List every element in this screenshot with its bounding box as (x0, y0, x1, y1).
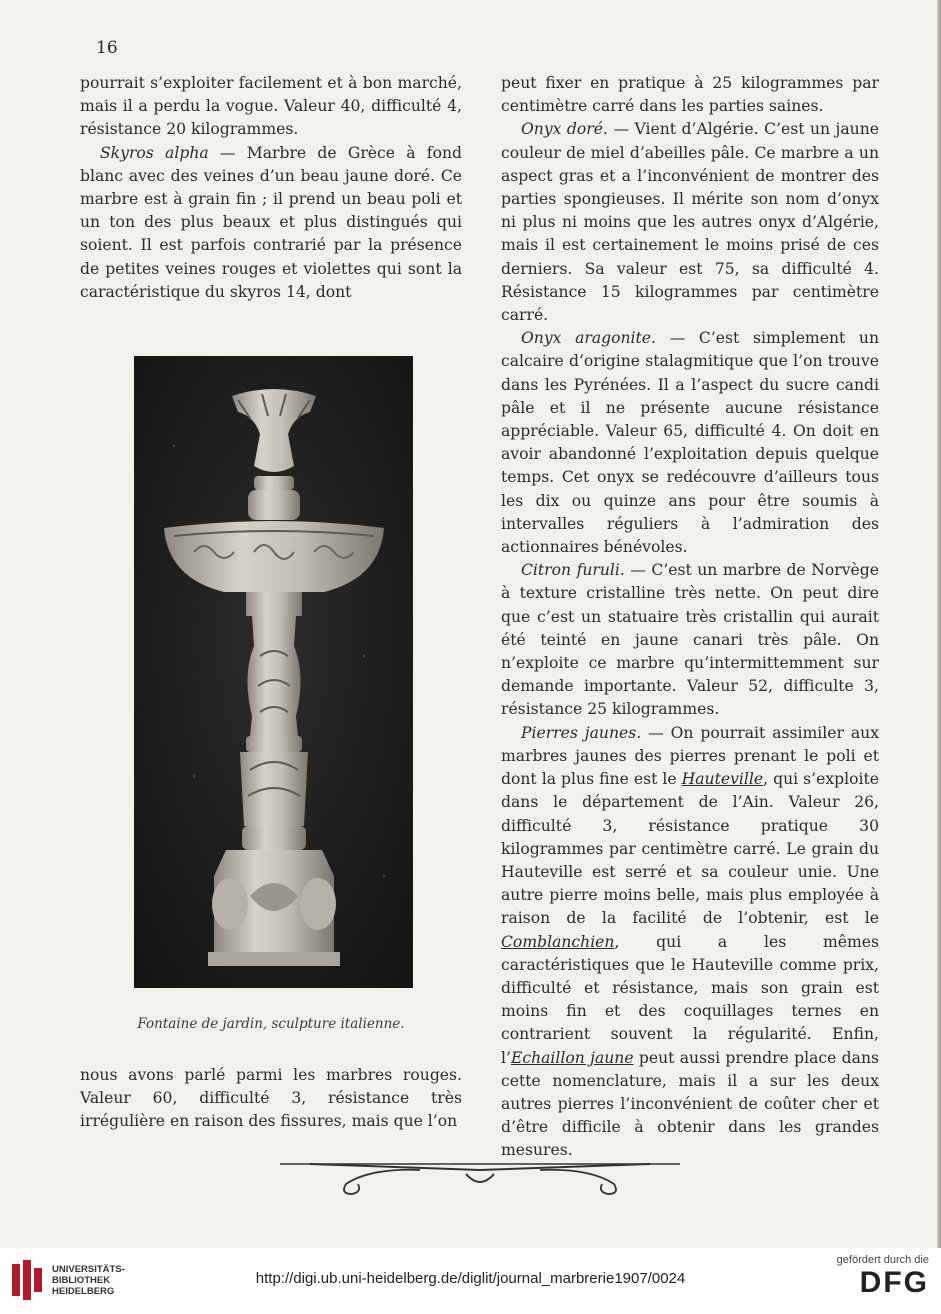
fountain-photograph (134, 356, 413, 988)
figure-caption: Fontaine de jardin, sculpture italienne. (137, 1016, 405, 1032)
paragraph-text: peut aussi prendre place dans cette nomenclature, mais il a sur les deux autres pierres l’inconvénient de coûter cher et d’être difficile à obtenir dans les grandes mesures. (501, 1048, 879, 1160)
fountain-illustration (134, 356, 413, 988)
dfg-logo: DFG (859, 1266, 929, 1299)
term-echaillon-jaune: Echaillon jaune (510, 1048, 634, 1067)
funder-label: gefördert durch die (836, 1254, 929, 1266)
paragraph-text: — On pourrait assimiler aux marbres jaunes des pierres prenant le poli et dont la plus fine est le (501, 723, 879, 789)
paragraph: nous avons parlé parmi les marbres rouges. Valeur 60, difficulté 3, résistance très irrégulière en raison des fissures, mais que l’on (80, 1066, 462, 1131)
paragraph: peut fixer en pratique à 25 kilogrammes par centimètre carré dans les parties saines. (501, 74, 879, 116)
right-column (501, 72, 879, 1163)
paragraph-text: , qui s’exploite dans le département de l’Ain. Valeur 26, difficulté 3, résistance pratique 30 kilogrammes par centimètre carré. Le grain du Hauteville est serré et sa couleur unie. Une autre pierre moins belle, mais plus employée à raison de la facilité de l’obtenir, est le (501, 770, 879, 928)
term-skyros: Skyros alpha (100, 143, 209, 162)
paragraph-citron-furuli (501, 559, 879, 721)
paragraph: pourrait s’exploiter facilement et à bon marché, mais il a perdu la vogue. Valeur 40, difficulté 4, résistance 20 kilogrammes. (80, 74, 462, 139)
term-citron-furuli: Citron furuli. (521, 561, 625, 580)
paragraph-text: — C’est simplement un calcaire d’origine stalagmitique que l’on trouve dans les Pyrénées. Il a l’aspect du sucre candi pâle et il ne présente aucune résistance appréciable. Valeur 65, difficulté 4. On doit en avoir abandonné l’exploitation depuis quelque temps. Cet onyx se redécouvre d’ailleurs tous les dix ou quinze ans pour être soumis à intervalles réguliers à l’admiration des actionnaires bénévoles. (501, 329, 879, 557)
paragraph-text: — Marbre de Grèce à fond blanc avec des veines d’un beau jaune doré. Ce marbre est à grain fin ; il prend un beau poli et un ton des plus beaux et plus distingués qui soient. Il est parfois contrarié par la présence de petites veines rouges et violettes qui sont la caractéristique du skyros 14, dont (80, 143, 462, 301)
funder-block (819, 1254, 929, 1300)
digitization-footer (0, 1248, 941, 1314)
source-url[interactable]: http://digi.ub.uni-heidelberg.de/diglit/journal_marbrerie1907/0024 (255, 1270, 686, 1287)
decorative-ornament-icon (270, 1158, 690, 1202)
left-column-bottom (80, 1064, 462, 1134)
paragraph-text: — C’est un marbre de Norvège à texture cristalline très nette. On peut dire que c’est un statuaire très cristallin qui aurait été teinté en jaune canari très pâle. On n’exploite ce marbre qu’intermittemment sur demande importante. Valeur 52, difficulte 3, résistance 25 kilogrammes. (501, 561, 879, 719)
paragraph-text: — Vient d’Algérie. C’est un jaune couleur de miel d’abeilles pâle. Ce marbre a un aspect gras et a l’inconvénient de montrer des parties spongieuses. Il mérite son nom d’onyx ni plus ni moins que les autres onyx d’Algérie, mais il est certainement le moins prisé de ces derniers. Sa valeur est 75, sa difficulté 4. Résistance 15 kilogrammes par centimètre carré. (501, 120, 879, 325)
library-name: UNIVERSITÄTS- BIBLIOTHEK HEIDELBERG (52, 1264, 125, 1297)
paragraph-text: , qui a les mêmes caractéristiques que le Hauteville comme prix, difficulté et résistance, mais son grain est moins fin et des coquillages ternes en contrarient souvent la régularité. Enfin, l’ (501, 932, 879, 1067)
term-onyx-aragonite: Onyx aragonite. (521, 329, 656, 348)
left-column-top (80, 72, 462, 304)
paragraph-onyx-dore (501, 118, 879, 327)
paragraph-onyx-aragonite (501, 327, 879, 559)
paragraph-pierres-jaunes (501, 722, 879, 1163)
page-edge (937, 0, 941, 1248)
term-comblanchien: Comblanchien (501, 932, 615, 951)
term-onyx-dore: Onyx doré. (521, 120, 608, 139)
term-pierres-jaunes: Pierres jaunes. (521, 723, 642, 742)
term-hauteville: Hauteville (681, 770, 764, 789)
paragraph-skyros (80, 142, 462, 304)
page-number: 16 (96, 38, 118, 58)
